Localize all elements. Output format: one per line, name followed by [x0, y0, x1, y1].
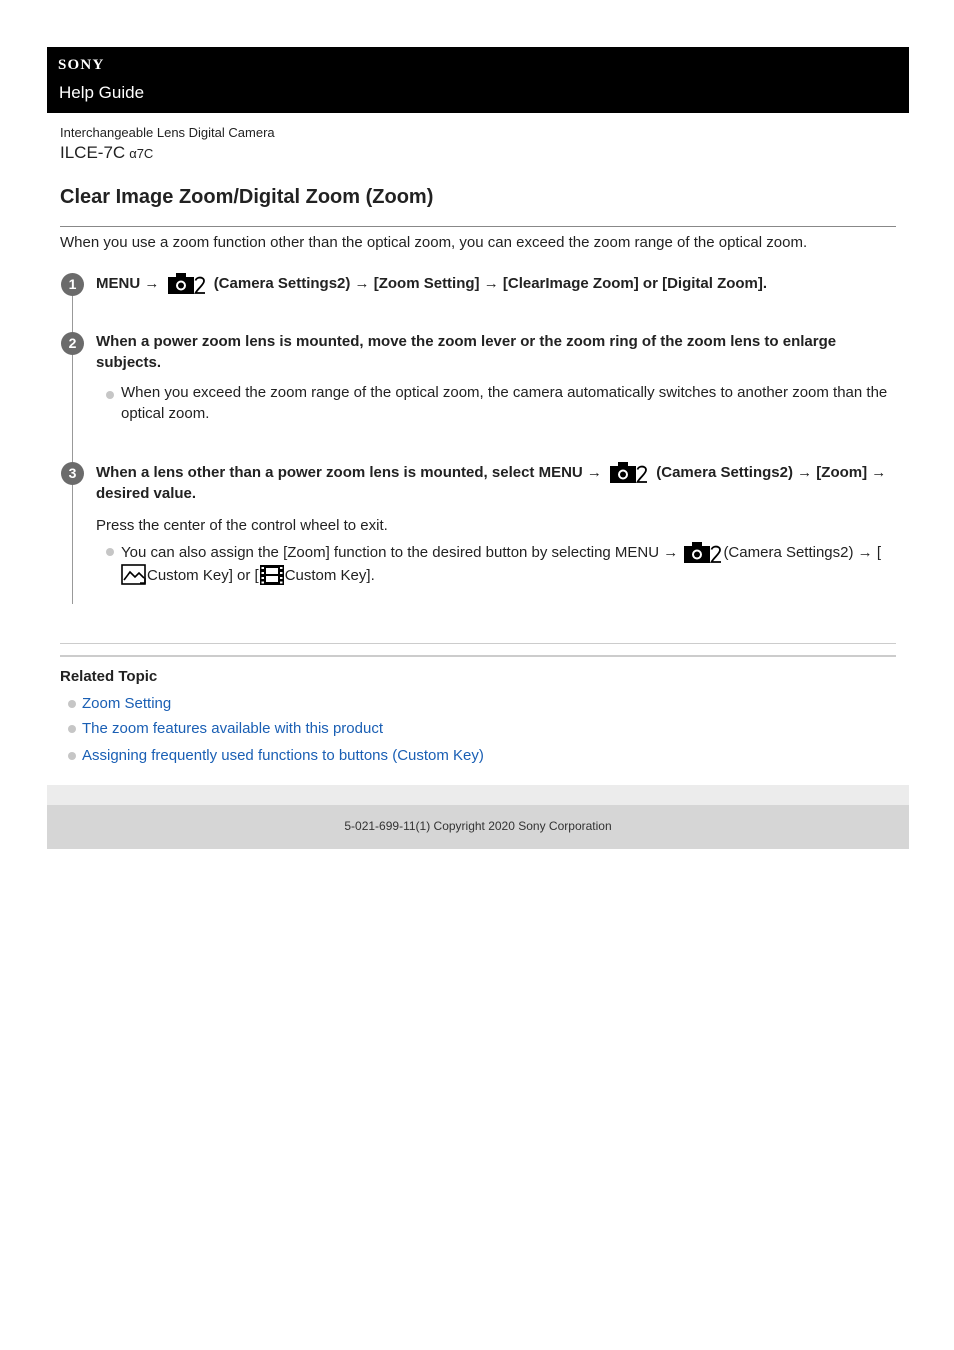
bullet-icon [68, 725, 76, 733]
bullet-icon [106, 391, 114, 399]
step-3-text-a: When a lens other than a power zoom lens is mounted, select MENU → [96, 464, 602, 481]
title-divider [60, 226, 896, 227]
help-guide-title: Help Guide [59, 83, 145, 102]
camera-settings2-icon [610, 461, 648, 483]
section-divider [60, 655, 896, 657]
step-3-note-c: Custom Key] or [ [147, 566, 259, 584]
section-divider [60, 643, 896, 644]
bullet-icon [106, 548, 114, 556]
product-model-line [60, 143, 275, 163]
step-number-3: 3 [61, 462, 84, 485]
product-alpha-name: α7C [129, 146, 154, 161]
step-1-text-a: MENU → [96, 275, 160, 292]
camera-settings2-icon [168, 272, 206, 294]
related-topic-heading: Related Topic [60, 668, 158, 685]
step-2-text: When a power zoom lens is mounted, move the zoom lever or the zoom ring of the zoom lens to enlarge subjects. [96, 333, 837, 371]
movie-icon [259, 564, 285, 586]
related-link-custom-key[interactable]: Assigning frequently used functions to buttons (Custom Key) [82, 747, 484, 764]
step-3-note-d: Custom Key]. [284, 566, 375, 584]
bullet-icon [68, 700, 76, 708]
step-1-text-b: (Camera Settings2) → [Zoom Setting] → [ClearImage Zoom] or [Digital Zoom]. [213, 275, 768, 292]
intro-text: When you use a zoom function other than the optical zoom, you can exceed the zoom range of the optical zoom. [60, 234, 808, 251]
still-image-icon [121, 564, 147, 585]
copyright-text: 5-021-699-11(1) Copyright 2020 Sony Corporation [344, 819, 612, 833]
step-number-1: 1 [61, 273, 84, 296]
step-3-note-b: (Camera Settings2) → [ [723, 544, 881, 561]
step-number-2: 2 [61, 332, 84, 355]
step-1-text [96, 272, 896, 294]
footer-spacer [47, 785, 909, 805]
camera-settings2-icon [684, 541, 722, 563]
bullet-icon [68, 752, 76, 760]
step-3-exit-text: Press the center of the control wheel to exit. [96, 517, 388, 534]
brand-logo[interactable]: SONY [58, 57, 105, 73]
step-3-note [121, 541, 896, 586]
product-model: ILCE-7C [60, 143, 126, 162]
related-link-zoom-setting[interactable]: Zoom Setting [82, 695, 172, 712]
step-3-note-a: You can also assign the [Zoom] function to the desired button by selecting MENU → [121, 544, 679, 561]
step-3-text-b: (Camera Settings2) → [Zoom] → desired value. [96, 464, 887, 502]
footer [47, 805, 909, 849]
site-header [47, 47, 909, 113]
page-title: Clear Image Zoom/Digital Zoom (Zoom) [60, 186, 434, 208]
product-info [60, 125, 275, 163]
product-category: Interchangeable Lens Digital Camera [60, 125, 275, 140]
step-2-note: When you exceed the zoom range of the optical zoom, the camera automatically switches to another zoom than the optical zoom. [121, 384, 888, 422]
related-link-zoom-features[interactable]: The zoom features available with this product [82, 720, 383, 737]
step-3-text [96, 461, 896, 504]
